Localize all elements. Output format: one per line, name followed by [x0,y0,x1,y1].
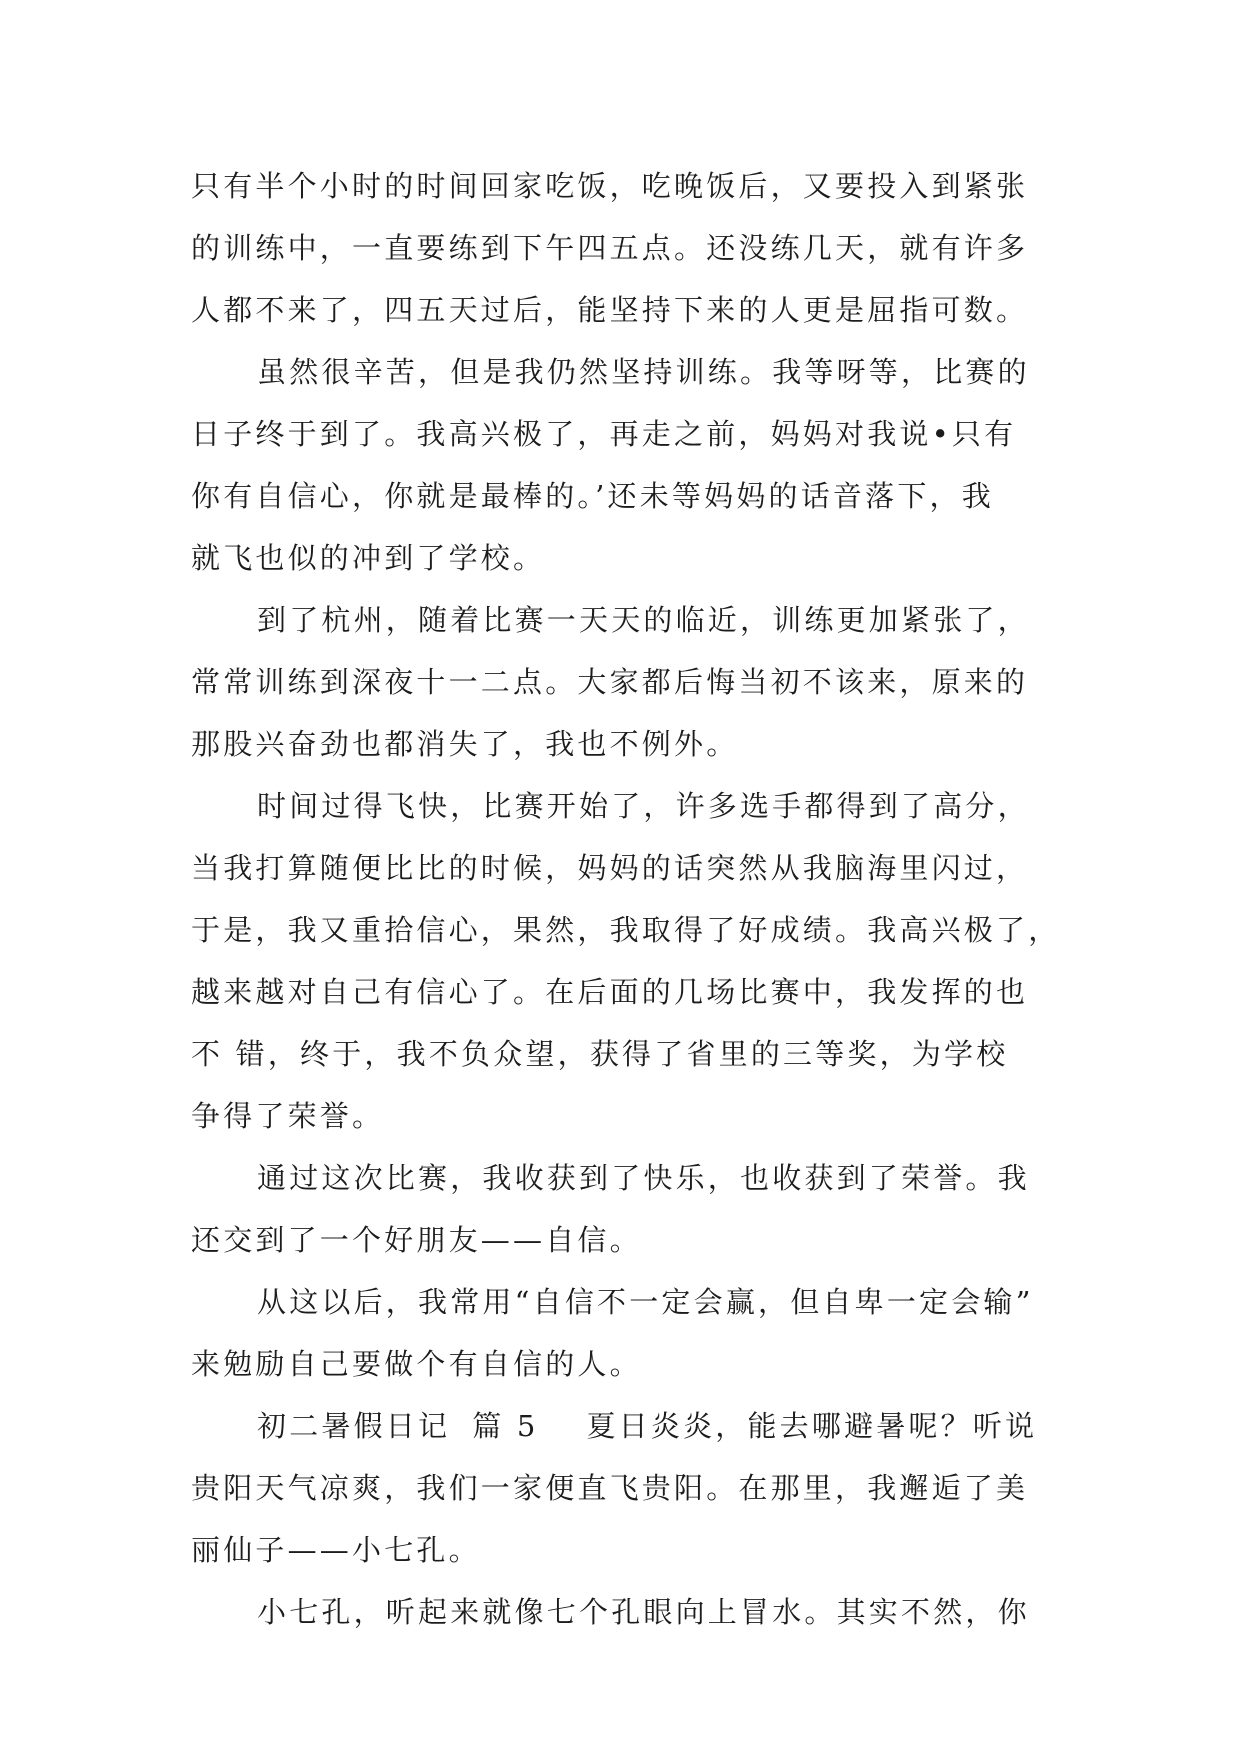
text-line: 于是，我又重拾信心，果然，我取得了好成绩。我高兴极了， [191,913,1061,947]
paragraph-first-line: 时间过得飞快，比赛开始了，许多选手都得到了高分， [257,789,1030,823]
paragraph-first-line: 从这以后，我常用“自信不一定会赢，但自卑一定会输” [257,1285,1034,1319]
text-line: 就飞也似的冲到了学校。 [191,541,546,575]
text-line: 那股兴奋劲也都消失了，我也不例外。 [191,727,739,761]
text-line: 日子终于到了。我高兴极了，再走之前，妈妈对我说•只有 [191,417,1017,451]
text-line: 当我打算随便比比的时候，妈妈的话突然从我脑海里闪过， [191,851,1029,885]
section-title: 初二暑假日记 [257,1409,451,1443]
text-line: 越来越对自己有信心了。在后面的几场比赛中，我发挥的也 [191,975,1029,1009]
text-line: 只有半个小时的时间回家吃饭，吃晚饭后，又要投入到紧张 [191,169,1029,203]
text-line: 还交到了一个好朋友——自信。 [191,1223,642,1257]
section-heading-line [191,1395,1071,1457]
text-line: 的训练中，一直要练到下午四五点。还没练几天，就有许多 [191,231,1029,265]
text-line: 你有自信心，你就是最棒的。’还未等妈妈的话音落下，我 [191,479,994,513]
paragraph-first-line: 小七孔，听起来就像七个孔眼向上冒水。其实不然，你 [257,1595,1030,1629]
paragraph-first-line: 通过这次比赛，我收获到了快乐，也收获到了荣誉。我 [257,1161,1030,1195]
section-number: 篇 5 [472,1409,539,1443]
text-line: 争得了荣誉。 [191,1099,385,1133]
paragraph-first-line: 虽然很辛苦，但是我仍然坚持训练。我等呀等，比赛的 [257,355,1030,389]
text-line: 贵阳天气凉爽，我们一家便直飞贵阳。在那里，我邂逅了美 [191,1471,1029,1505]
section-text: 夏日炎炎，能去哪避暑呢？听说 [586,1409,1038,1443]
text-line: 不 错，终于，我不负众望，获得了省里的三等奖，为学校 [191,1037,1009,1071]
text-line: 常常训练到深夜十一二点。大家都后悔当初不该来，原来的 [191,665,1029,699]
text-line: 来勉励自己要做个有自信的人。 [191,1347,642,1381]
paragraph-first-line: 到了杭州，随着比赛一天天的临近，训练更加紧张了， [257,603,1030,637]
text-line: 丽仙子——小七孔。 [191,1533,481,1567]
text-line: 人都不来了，四五天过后，能坚持下来的人更是屈指可数。 [191,293,1029,327]
document-body [191,155,1071,1643]
